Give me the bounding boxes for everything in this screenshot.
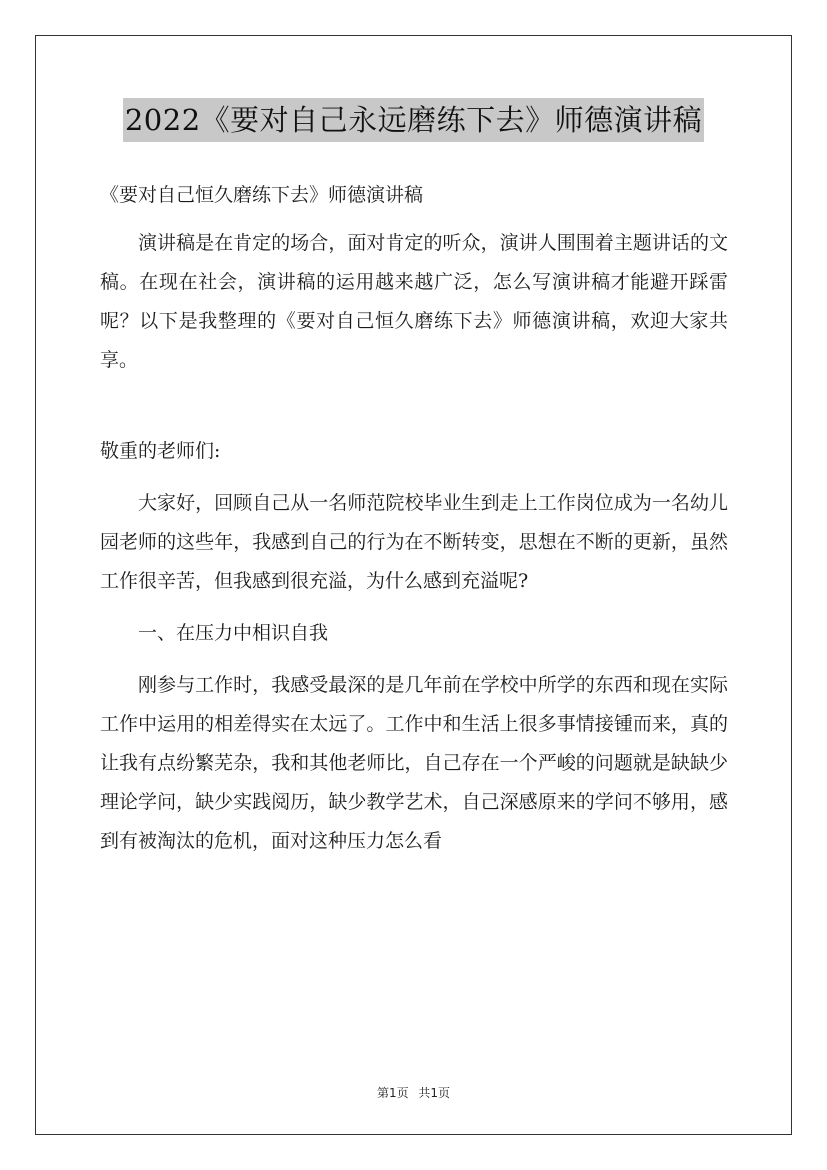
section-heading-1: 一、在压力中相识自我 (138, 622, 329, 644)
page-number: 第1页 (376, 1086, 409, 1100)
intro-paragraph: 演讲稿是在肯定的场合，面对肯定的听众，演讲人围围着主题讲话的文稿。在现在社会，演讲稿的运用越来越广泛，怎么写演讲稿才能避开踩雷呢？以下是我整理的《要对自己恒久磨练下去》师德演讲稿，欢迎大家共享。 (100, 232, 728, 371)
body-paragraph-1: 大家好，回顾自己从一名师范院校毕业生到走上工作岗位成为一名幼儿园老师的这些年，我感到自己的行为在不断转变，思想在不断的更新，虽然工作很辛苦，但我感到很充溢，为什么感到充溢呢? (100, 492, 728, 592)
page-total: 共1页 (418, 1086, 451, 1100)
document-subtitle: 《要对自己恒久磨练下去》师德演讲稿 (100, 184, 424, 206)
body-paragraph-2: 刚参与工作时，我感受最深的是几年前在学校中所学的东西和现在实际工作中运用的相差得实在太远了。工作中和生活上很多事情接锺而来，真的让我有点纷繁芜杂，我和其他老师比，自己存在一个严峻的问题就是缺缺少理论学问，缺少实践阅历，缺少教学艺术，自己深感原来的学问不够用，感到有被淘汰的危机，面对这种压力怎么看 (100, 674, 728, 852)
greeting-line: 敬重的老师们: (100, 440, 221, 462)
document-title: 2022《要对自己永远磨练下去》师德演讲稿 (123, 98, 704, 142)
page-footer (0, 1084, 827, 1101)
document-body (100, 176, 728, 861)
title-container (0, 98, 827, 142)
